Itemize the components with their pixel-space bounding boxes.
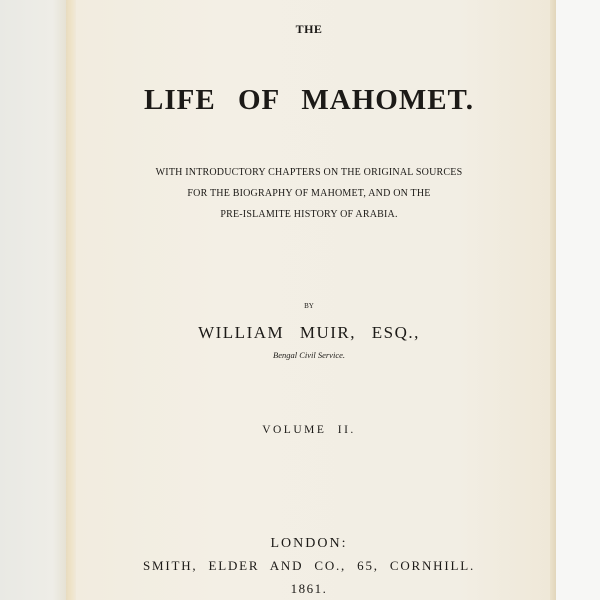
page-gutter [66,0,76,600]
publication-place: LONDON: [270,536,348,551]
publisher: SMITH, ELDER AND CO., 65, CORNHILL. [142,558,476,573]
volume-label: VOLUME II. [262,424,356,436]
author-affiliation: Bengal Civil Service. [273,350,345,360]
page-edge [550,0,556,600]
subtitle-line: WITH INTRODUCTORY CHAPTERS ON THE ORIGINAL SOURCES [155,167,463,178]
subtitle-line: PRE-ISLAMITE HISTORY OF ARABIA. [220,209,398,220]
subtitle-line: FOR THE BIOGRAPHY OF MAHOMET, AND ON THE [187,188,431,199]
publication-year: 1861. [290,581,328,596]
book-title: LIFE OF MAHOMET. [144,84,474,116]
by-label: BY [304,302,314,310]
title-article: THE [295,22,323,36]
author-name: WILLIAM MUIR, ESQ., [198,323,420,342]
facing-page [0,0,66,600]
